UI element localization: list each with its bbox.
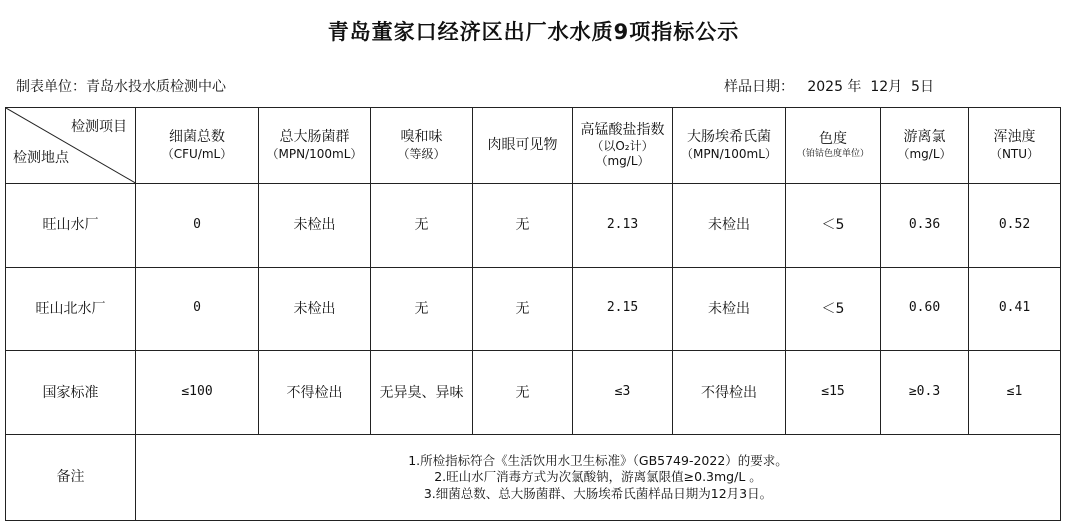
table-cell: 不得检出 xyxy=(259,351,371,435)
row-label: 旺山北水厂 xyxy=(6,267,136,351)
table-cell: ≥0.3 xyxy=(881,351,969,435)
table-cell: ≤100 xyxy=(136,351,259,435)
note-line: 3.细菌总数、总大肠菌群、大肠埃希氏菌样品日期为12月3日。 xyxy=(423,485,773,501)
table-cell: ≤1 xyxy=(969,351,1061,435)
table-cell: 未检出 xyxy=(259,267,371,351)
table-cell: 2.13 xyxy=(573,183,673,267)
column-header-coliform: 总大肠菌群 （MPN/100mL） xyxy=(259,108,371,184)
table-cell: 无异臭、异味 xyxy=(371,351,473,435)
corner-label-items: 检测项目 xyxy=(71,119,127,135)
table-cell: 2.15 xyxy=(573,267,673,351)
table-cell: ≤3 xyxy=(573,351,673,435)
water-quality-table xyxy=(5,107,1061,521)
column-header-odor: 嗅和味 （等级） xyxy=(371,108,473,184)
notes-label: 备注 xyxy=(6,435,136,521)
table-cell: 未检出 xyxy=(259,183,371,267)
note-line: 2.旺山水厂消毒方式为次氯酸钠，游离氯限值≥0.3mg/L 。 xyxy=(434,469,762,485)
table-row xyxy=(6,183,1061,267)
table-cell: ＜5 xyxy=(786,267,881,351)
column-header-visible-matter: 肉眼可见物 xyxy=(473,108,573,184)
notes-cell xyxy=(136,435,1061,521)
table-cell: 无 xyxy=(371,183,473,267)
table-cell: 不得检出 xyxy=(673,351,786,435)
table-cell: 未检出 xyxy=(673,183,786,267)
header-row xyxy=(6,108,1061,184)
row-label: 国家标准 xyxy=(6,351,136,435)
corner-header-cell xyxy=(6,108,136,184)
column-header-permanganate: 高锰酸盐指数 （以O₂计） （mg/L） xyxy=(573,108,673,184)
issuing-unit: 制表单位：青岛水投水质检测中心 xyxy=(16,79,226,95)
row-label: 旺山水厂 xyxy=(6,183,136,267)
table-cell: 0 xyxy=(136,183,259,267)
table-cell: 无 xyxy=(473,351,573,435)
table-cell: 无 xyxy=(473,267,573,351)
note-line: 1.所检指标符合《生活饮用水卫生标准》（GB5749-2022）的要求。 xyxy=(408,453,788,469)
page-title: 青岛董家口经济区出厂水水质9项指标公示 xyxy=(327,20,740,44)
table-cell: 0 xyxy=(136,267,259,351)
column-header-color: 色度 （铂钴色度单位） xyxy=(786,108,881,184)
table-cell: 0.52 xyxy=(969,183,1061,267)
table-row xyxy=(6,351,1061,435)
table-cell: 无 xyxy=(473,183,573,267)
table-cell: ＜5 xyxy=(786,183,881,267)
notes-row xyxy=(6,435,1061,521)
table-row xyxy=(6,267,1061,351)
table-cell: 无 xyxy=(371,267,473,351)
sample-date: 样品日期： 2025 年 12月 5日 xyxy=(724,79,934,95)
column-header-turbidity: 浑浊度 （NTU） xyxy=(969,108,1061,184)
corner-label-places: 检测地点 xyxy=(13,149,69,166)
table-cell: 未检出 xyxy=(673,267,786,351)
column-header-e-coli: 大肠埃希氏菌 （MPN/100mL） xyxy=(673,108,786,184)
table-cell: 0.41 xyxy=(969,267,1061,351)
column-header-bacteria: 细菌总数 （CFU/mL） xyxy=(136,108,259,184)
table-cell: 0.60 xyxy=(881,267,969,351)
column-header-free-chlorine: 游离氯 （mg/L） xyxy=(881,108,969,184)
table-cell: 0.36 xyxy=(881,183,969,267)
table-cell: ≤15 xyxy=(786,351,881,435)
